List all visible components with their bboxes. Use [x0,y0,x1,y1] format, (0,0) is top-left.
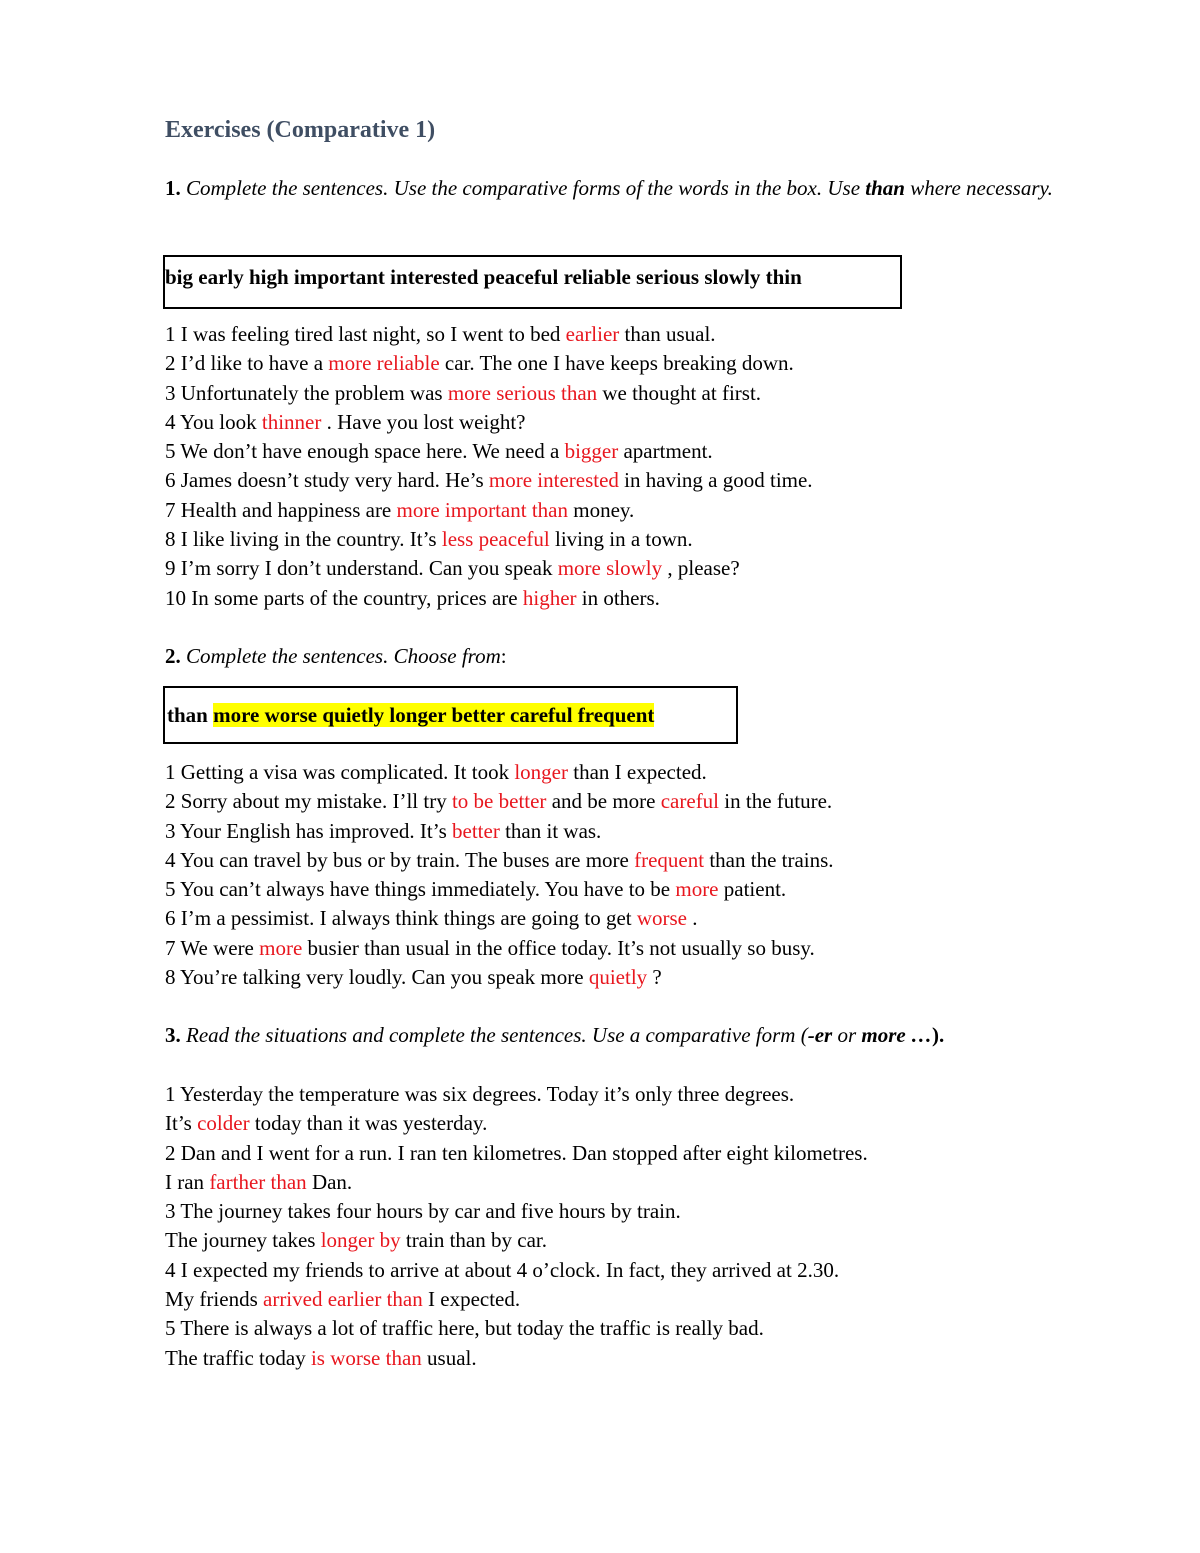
exercise-1-number: 1. [165,176,181,200]
exercise-1-item-3: 3 Unfortunately the problem was more serious than we thought at first. [165,380,762,405]
exercise-2-item-2: 2 Sorry about my mistake. I’ll try to be better and be more careful in the future. [165,789,833,814]
answer: bigger [564,439,619,464]
answer: more important than [396,497,568,522]
exercise-3-instructions [165,1021,1065,1050]
exercise-2-instruction-colon: : [500,644,507,668]
exercise-3-answer-3: The journey takes longer by train than by car. [165,1228,547,1253]
exercise-3-instruction-er: -er [807,1023,833,1047]
answer: higher [522,585,577,610]
exercise-1-item-5: 5 We don’t have enough space here. We need a bigger apartment. [165,439,713,464]
exercise-1-item-6: 6 James doesn’t study very hard. He’s more interested in having a good time. [165,468,813,493]
answer: frequent [634,847,705,872]
exercise-1-item-7: 7 Health and happiness are more important than money. [165,497,635,522]
answer: more serious than [447,380,598,405]
answer: worse [636,906,687,931]
exercise-3-situation-5: 5 There is always a lot of traffic here, but today the traffic is really bad. [165,1316,764,1341]
answer: more reliable [328,351,440,376]
exercise-3-answer-2: I ran farther than Dan. [165,1169,353,1194]
exercise-3-answer-5: The traffic today is worse than usual. [165,1345,477,1370]
exercise-1-instruction-text: Complete the sentences. Use the comparative forms of the words in the box. Use [186,176,861,200]
answer: is worse than [310,1345,422,1370]
exercise-3-number: 3. [165,1023,181,1047]
exercise-3-situation-4: 4 I expected my friends to arrive at about 4 o’clock. In fact, they arrived at 2.30. [165,1257,840,1282]
exercise-2-item-1: 1 Getting a visa was complicated. It took longer than I expected. [165,760,707,784]
answer: more interested [488,468,619,493]
exercise-3-instruction-text: Read the situations and complete the sentences. Use a comparative form ( [186,1023,808,1047]
exercise-2-word-list-highlighted: more worse quietly longer better careful frequent [213,703,655,727]
answer: thinner [261,409,322,434]
exercise-3-answer-1: It’s colder today than it was yesterday. [165,1111,488,1136]
answer: earlier [565,322,620,346]
answer: less peaceful [441,527,550,552]
exercise-1-item-1: 1 I was feeling tired last night, so I went to bed earlier than usual. [165,322,716,346]
exercise-2-item-8: 8 You’re talking very loudly. Can you speak more quietly ? [165,965,662,990]
exercise-1-item-9: 9 I’m sorry I don’t understand. Can you speak more slowly , please? [165,556,740,581]
exercise-2-item-7: 7 We were more busier than usual in the office today. It’s not usually so busy. [165,935,815,960]
exercise-1-instruction-keyword: than [865,176,905,200]
answer: quietly [588,965,648,990]
answer: more slowly [557,556,663,581]
answer: careful [660,789,720,814]
exercise-2-item-5: 5 You can’t always have things immediately. You have to be more patient. [165,877,787,902]
page-title: Exercises (Comparative 1) [165,117,436,143]
exercise-1-sentences [165,320,1065,613]
exercise-3-situation-2: 2 Dan and I went for a run. I ran ten kilometres. Dan stopped after eight kilometres. [165,1140,868,1165]
answer: more [259,935,303,960]
exercise-2-word-plain: than [167,703,208,727]
answer: farther than [209,1169,307,1194]
exercise-2-item-3: 3 Your English has improved. It’s better than it was. [165,818,602,843]
exercise-1-instruction-end: where necessary. [910,176,1053,200]
exercise-2-word-box [163,686,738,744]
exercise-3-sentences [165,1080,1065,1373]
answer: better [452,818,500,843]
exercise-3-instruction-or: or [832,1023,862,1047]
answer: longer by [320,1228,401,1253]
exercise-2-item-4: 4 You can travel by bus or by train. The buses are more frequent than the trains. [165,847,834,872]
exercise-2-instruction-text: Complete the sentences. Choose from [186,644,501,668]
answer: arrived earlier than [263,1287,423,1312]
exercise-2-item-6: 6 I’m a pessimist. I always think things are going to get worse . [165,906,698,931]
exercise-1-word-list: big early high important interested peaceful reliable serious slowly thin [165,265,802,289]
exercise-3-instruction-more: more … [861,1023,932,1047]
answer: more [675,877,719,902]
answer: colder [197,1111,250,1136]
answer: longer [514,760,568,784]
exercise-2-sentences [165,758,1065,992]
exercise-1-item-8: 8 I like living in the country. It’s less peaceful living in a town. [165,527,693,552]
exercise-1-item-10: 10 In some parts of the country, prices are higher in others. [165,585,660,610]
exercise-1-item-2: 2 I’d like to have a more reliable car. The one I have keeps breaking down. [165,351,794,376]
exercise-3-instruction-end: ). [931,1023,945,1047]
exercise-3-answer-4: My friends arrived earlier than I expected. [165,1287,521,1312]
exercise-1-item-4: 4 You look thinner . Have you lost weight? [165,409,526,434]
exercise-2-number: 2. [165,644,181,668]
exercise-1-instructions [165,174,1065,203]
answer: to be better [451,789,547,814]
exercise-2-instructions [165,642,1065,671]
exercise-1-word-box [163,255,902,309]
exercise-3-situation-1: 1 Yesterday the temperature was six degrees. Today it’s only three degrees. [165,1082,795,1106]
exercise-3-situation-3: 3 The journey takes four hours by car and five hours by train. [165,1199,681,1224]
